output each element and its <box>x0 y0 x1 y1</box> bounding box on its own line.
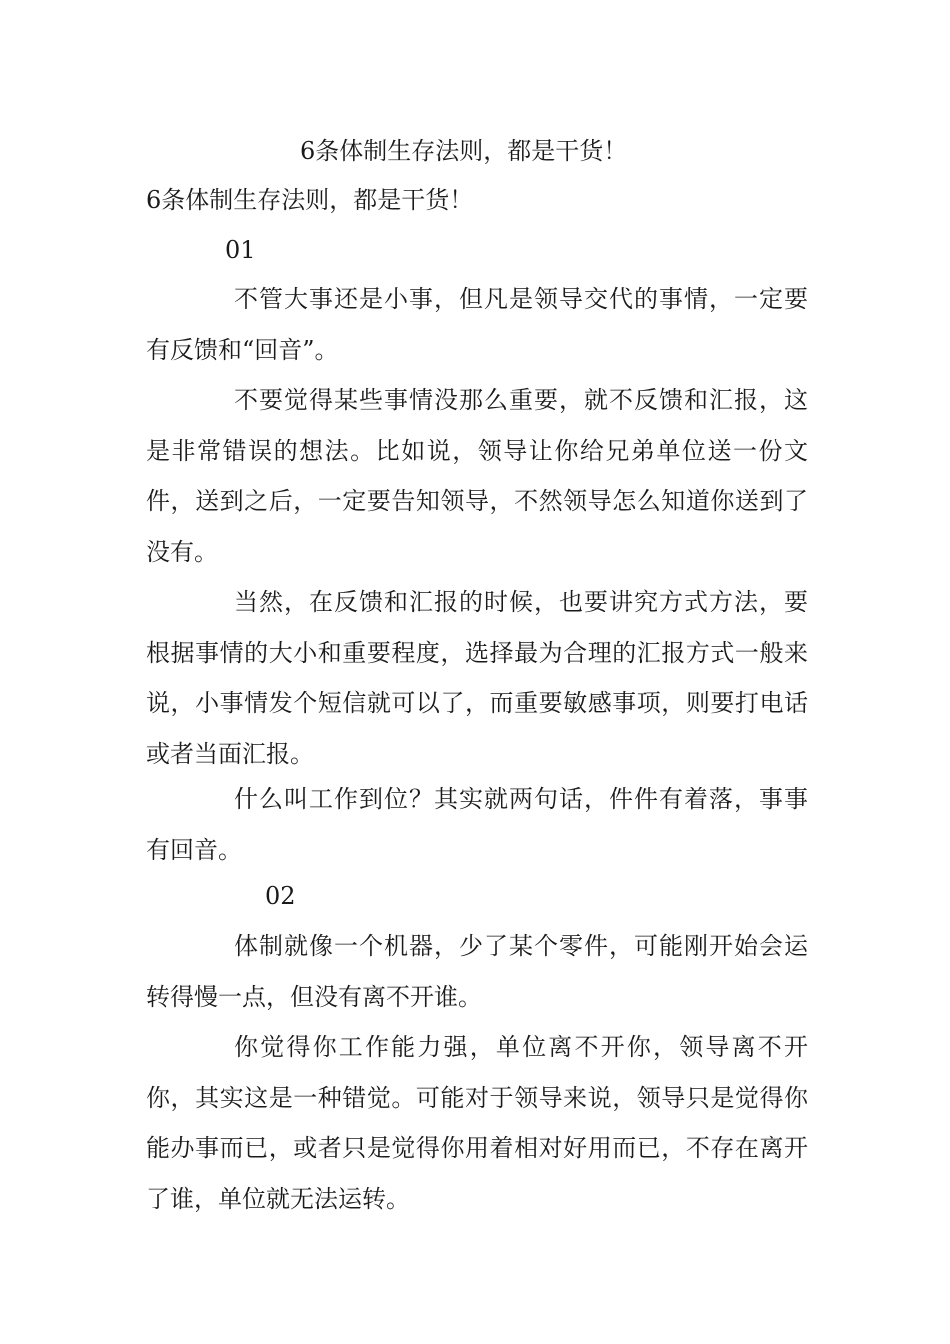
section-number: 01 <box>225 236 256 264</box>
document-subtitle: 6条体制生存法则，都是干货！ <box>146 186 474 214</box>
paragraph: 体制就像一个机器，少了某个零件，可能刚开始会运转得慢一点，但没有离不开谁。 <box>146 932 808 1011</box>
paragraph: 不要觉得某些事情没那么重要，就不反馈和汇报，这是非常错误的想法。比如说，领导让你给兄弟单位送一份文件，送到之后，一定要告知领导，不然领导怎么知道你送到了没有。 <box>146 386 808 566</box>
paragraph: 当然，在反馈和汇报的时候，也要讲究方式方法，要根据事情的大小和重要程度，选择最为合理的汇报方式一般来说，小事情发个短信就可以了，而重要敏感事项，则要打电话或者当面汇报。 <box>146 588 808 768</box>
paragraph: 你觉得你工作能力强，单位离不开你，领导离不开你，其实这是一种错觉。可能对于领导来说，领导只是觉得你能办事而已，或者只是觉得你用着相对好用而已，不存在离开了谁，单位就无法运转。 <box>146 1033 808 1213</box>
section-number: 02 <box>265 882 296 910</box>
paragraph: 不管大事还是小事，但凡是领导交代的事情，一定要有反馈和“回音”。 <box>146 285 808 364</box>
document-title: 6条体制生存法则，都是干货！ <box>300 137 628 165</box>
paragraph: 什么叫工作到位？其实就两句话，件件有着落，事事有回音。 <box>146 785 808 864</box>
